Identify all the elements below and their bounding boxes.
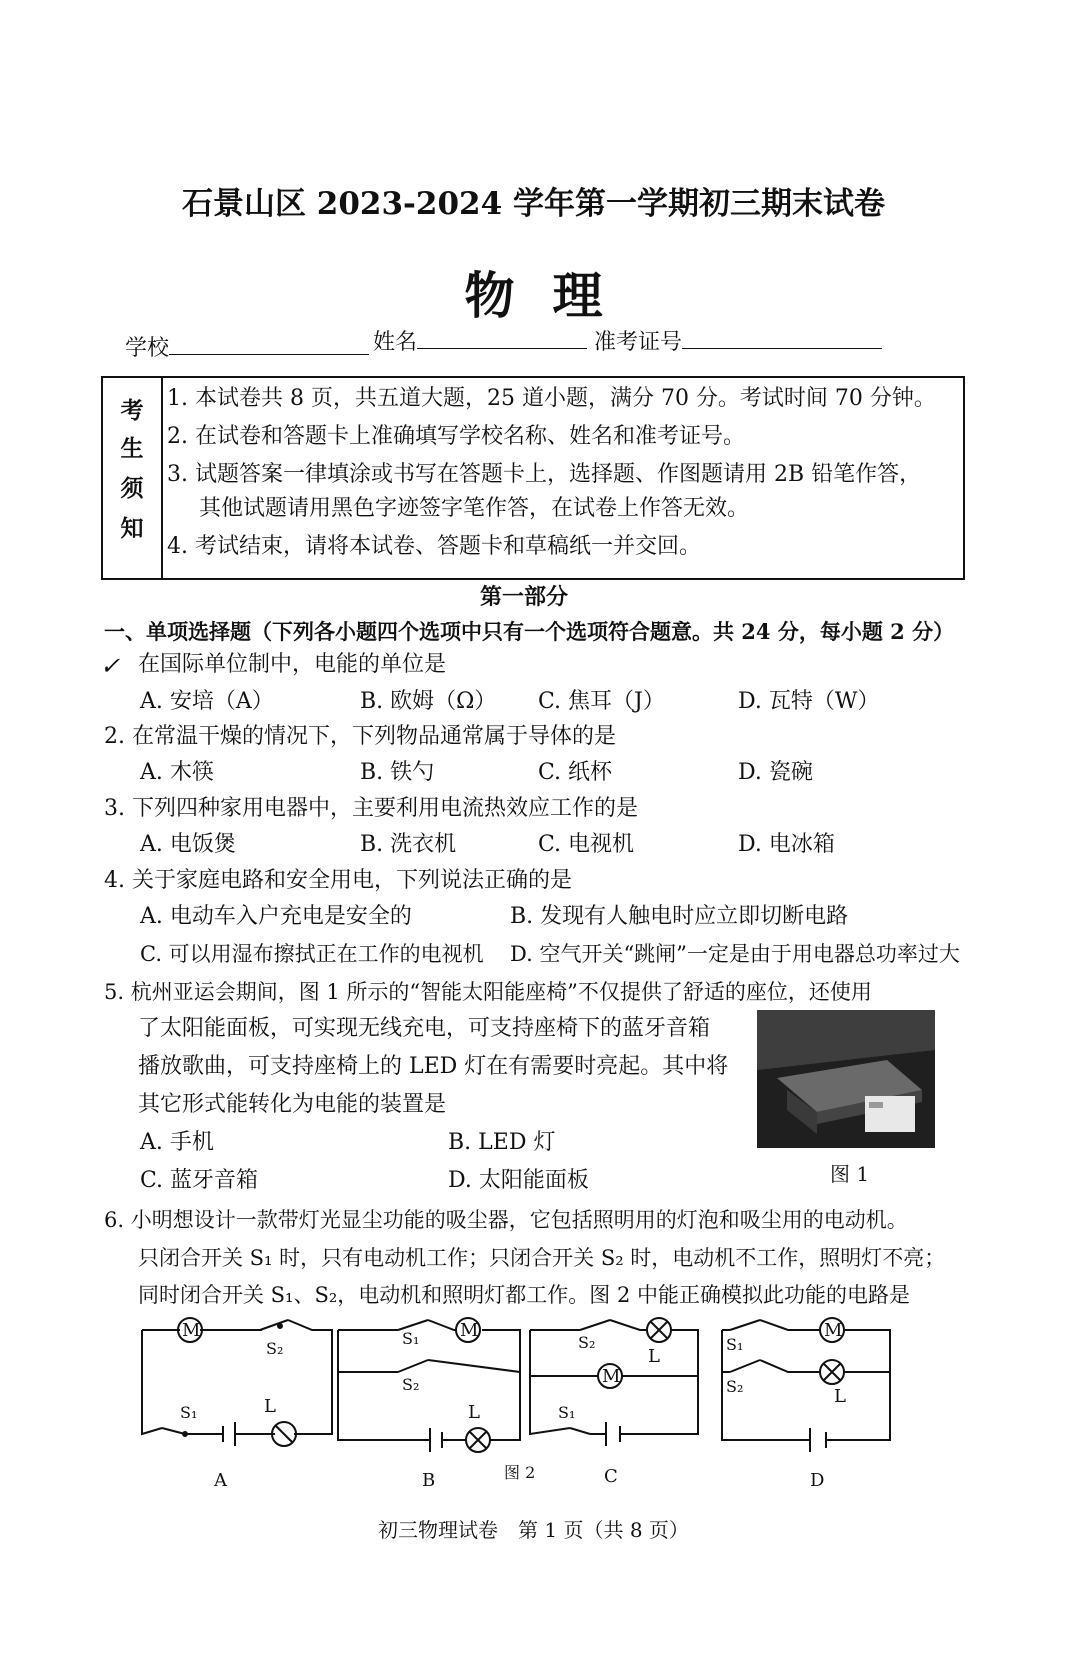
notice-char: 生 <box>120 435 144 462</box>
q6-stem-line: 只闭合开关 S₁ 时，只有电动机工作；只闭合开关 S₂ 时，电动机不工作，照明灯不亮； <box>138 1246 946 1270</box>
school-field <box>125 336 369 360</box>
section-heading: 一、单项选择题（下列各小题四个选项中只有一个选项符合题意。共 24 分，每小题 2 分） <box>104 619 955 644</box>
circuit-a <box>142 1318 332 1446</box>
q2-option-c: C. 纸杯 <box>538 760 613 785</box>
name-label: 姓名 <box>373 330 418 355</box>
q4-option-a: A. 电动车入户充电是安全的 <box>140 904 412 929</box>
q6-stem-line: 同时闭合开关 S₁、S₂，电动机和照明灯都工作。图 2 中能正确模拟此功能的电路是 <box>138 1283 910 1307</box>
notice-item: 其他试题请用黑色字迹签字笔作答，在试卷上作答无效。 <box>199 496 750 521</box>
figure2-caption: 图 2 <box>504 1463 536 1482</box>
q3-option-b: B. 洗衣机 <box>360 832 457 857</box>
motor-label: M <box>182 1320 201 1341</box>
q5-stem-line: 了太阳能面板，可实现无线充电，可支持座椅下的蓝牙音箱 <box>138 1016 711 1041</box>
subject-title: 物理 <box>464 266 641 325</box>
circuit-d <box>722 1318 890 1452</box>
q1-stem: 在国际单位制中，电能的单位是 <box>138 652 447 677</box>
switch-label: S₁ <box>726 1335 744 1354</box>
name-field <box>373 330 587 354</box>
exam-title: 石景山区 2023-2024 学年第一学期初三期末试卷 <box>181 186 885 222</box>
switch-label: S₂ <box>726 1377 744 1396</box>
motor-label: M <box>602 1366 621 1387</box>
q1-option-c: C. 焦耳（J） <box>538 689 665 714</box>
exam-id-blank[interactable] <box>682 330 882 349</box>
switch-label: S₂ <box>266 1339 284 1358</box>
q4-option-b: B. 发现有人触电时应立即切断电路 <box>510 904 849 929</box>
switch-label: S₂ <box>578 1333 596 1352</box>
option-label: D <box>810 1470 825 1491</box>
figure2-circuits <box>120 1310 970 1500</box>
q1-option-a: A. 安培（A） <box>140 689 274 714</box>
switch-label: S₁ <box>402 1329 420 1348</box>
q5-option-c: C. 蓝牙音箱 <box>140 1168 259 1193</box>
page-footer: 初三物理试卷 第 1 页（共 8 页） <box>378 1518 689 1542</box>
q1-option-b: B. 欧姆（Ω） <box>360 689 497 714</box>
notice-item: 3. 试题答案一律填涂或书写在答题卡上，选择题、作图题请用 2B 铅笔作答， <box>167 462 922 487</box>
lamp-label: L <box>648 1346 660 1367</box>
q3-option-a: A. 电饭煲 <box>140 832 236 857</box>
q5-option-b: B. LED 灯 <box>448 1130 556 1155</box>
exam-id-field <box>594 330 882 354</box>
part-title: 第一部分 <box>480 584 569 610</box>
notice-item: 2. 在试卷和答题卡上准确填写学校名称、姓名和准考证号。 <box>167 424 745 449</box>
lamp-label: L <box>468 1402 480 1423</box>
q1-option-d: D. 瓦特（W） <box>738 689 880 714</box>
option-label: B <box>422 1470 436 1491</box>
figure1-bench-photo <box>757 1010 935 1148</box>
notice-char: 知 <box>120 515 144 542</box>
q2-stem: 2. 在常温干燥的情况下，下列物品通常属于导体的是 <box>104 724 616 749</box>
exam-id-label: 准考证号 <box>594 330 683 355</box>
q3-option-d: D. 电冰箱 <box>738 832 835 857</box>
circuit-b <box>338 1318 520 1452</box>
notice-box <box>101 376 965 580</box>
option-label: C <box>604 1466 618 1487</box>
school-label: 学校 <box>125 336 170 361</box>
name-blank[interactable] <box>417 330 587 349</box>
lamp-label: L <box>264 1396 276 1417</box>
switch-label: S₁ <box>180 1403 198 1422</box>
motor-label: M <box>824 1320 843 1341</box>
q5-option-d: D. 太阳能面板 <box>448 1168 589 1193</box>
motor-label: M <box>460 1320 479 1341</box>
q5-stem-line: 其它形式能转化为电能的装置是 <box>138 1092 447 1117</box>
q4-option-d: D. 空气开关“跳闸”一定是由于用电器总功率过大 <box>510 942 960 966</box>
figure1-caption: 图 1 <box>830 1162 870 1186</box>
lamp-label: L <box>834 1386 846 1407</box>
q5-stem-line: 5. 杭州亚运会期间，图 1 所示的“智能太阳能座椅”不仅提供了舒适的座位，还使用 <box>104 980 872 1004</box>
q2-option-d: D. 瓷碗 <box>738 760 813 785</box>
notice-item: 4. 考试结束，请将本试卷、答题卡和草稿纸一并交回。 <box>167 534 701 559</box>
q2-option-a: A. 木筷 <box>140 760 214 785</box>
q4-option-c: C. 可以用湿布擦拭正在工作的电视机 <box>140 942 484 966</box>
notice-item: 1. 本试卷共 8 页，共五道大题，25 道小题，满分 70 分。考试时间 70 分钟。 <box>167 386 936 411</box>
q5-option-a: A. 手机 <box>140 1130 214 1155</box>
q3-stem: 3. 下列四种家用电器中，主要利用电流热效应工作的是 <box>104 796 638 821</box>
notice-char: 考 <box>120 397 144 424</box>
handwritten-mark: ✓ <box>100 652 121 680</box>
q2-option-b: B. 铁勺 <box>360 760 435 785</box>
school-blank[interactable] <box>169 336 369 355</box>
notice-char: 须 <box>120 475 144 502</box>
q5-stem-line: 播放歌曲，可支持座椅上的 LED 灯在有需要时亮起。其中将 <box>138 1054 729 1079</box>
q4-stem: 4. 关于家庭电路和安全用电，下列说法正确的是 <box>104 868 572 893</box>
notice-side-label <box>103 378 163 578</box>
option-label: A <box>214 1470 227 1491</box>
q3-option-c: C. 电视机 <box>538 832 635 857</box>
switch-label: S₂ <box>402 1375 420 1394</box>
q6-stem-line: 6. 小明想设计一款带灯光显尘功能的吸尘器，它包括照明用的灯泡和吸尘用的电动机。 <box>104 1208 908 1232</box>
switch-label: S₁ <box>558 1403 576 1422</box>
